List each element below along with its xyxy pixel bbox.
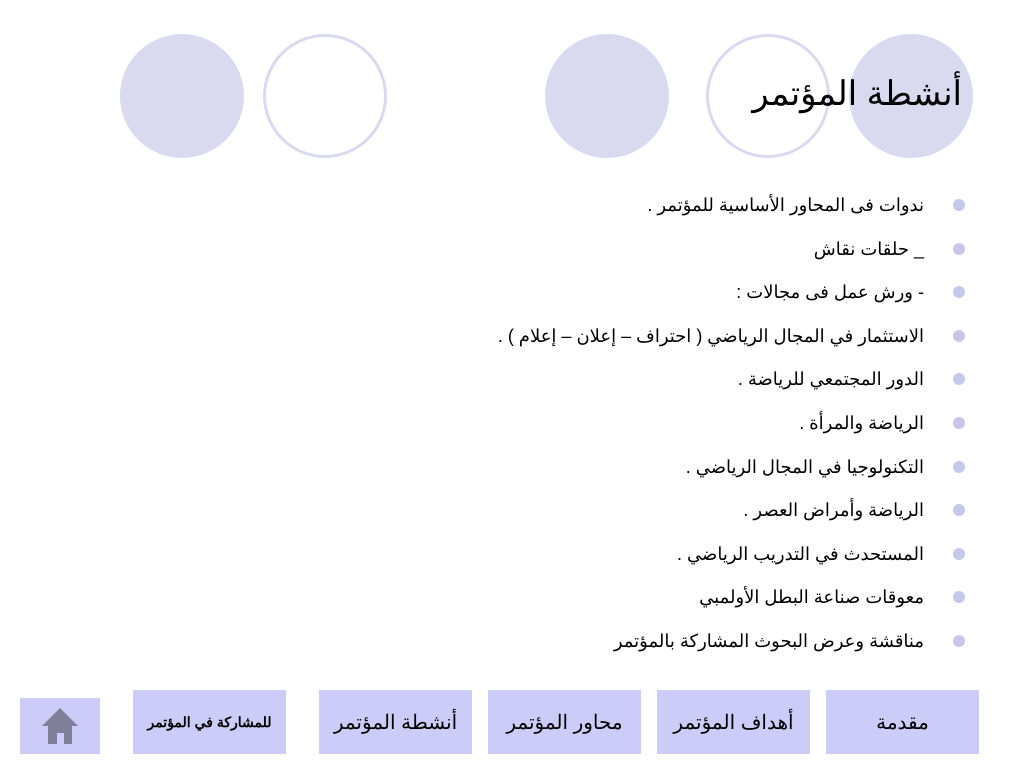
- home-button[interactable]: [20, 698, 100, 754]
- bullet-icon: [953, 504, 965, 516]
- list-item: مناقشة وعرض البحوث المشاركة بالمؤتمر: [344, 622, 964, 666]
- nav-goals-button[interactable]: أهداف المؤتمر: [657, 690, 810, 754]
- nav-activities-button[interactable]: أنشطة المؤتمر: [319, 690, 472, 754]
- list-item: ندوات فى المحاور الأساسية للمؤتمر .: [344, 186, 964, 230]
- bullet-icon: [953, 591, 965, 603]
- home-icon: [40, 706, 80, 746]
- bullet-icon: [953, 243, 965, 255]
- list-item: الدور المجتمعي للرياضة .: [344, 360, 964, 404]
- activities-list: [344, 186, 964, 666]
- bullet-icon: [953, 373, 965, 385]
- bullet-icon: [953, 286, 965, 298]
- list-item: المستحدث في التدريب الرياضي .: [344, 535, 964, 579]
- decor-circle-filled: [545, 34, 669, 158]
- nav-participation-button[interactable]: للمشاركة في المؤتمر: [133, 690, 286, 754]
- bullet-icon: [953, 548, 965, 560]
- list-item: الرياضة وأمراض العصر .: [344, 491, 964, 535]
- bullet-icon: [953, 417, 965, 429]
- bullet-icon: [953, 461, 965, 473]
- nav-axes-button[interactable]: محاور المؤتمر: [488, 690, 641, 754]
- list-item: - ورش عمل فى مجالات :: [344, 273, 964, 317]
- list-item: الاستثمار في المجال الرياضي ( احتراف – إعلان – إعلام ) .: [344, 317, 964, 361]
- list-item: معوقات صناعة البطل الأولمبي: [344, 578, 964, 622]
- list-item: الرياضة والمرأة .: [344, 404, 964, 448]
- bullet-icon: [953, 635, 965, 647]
- bullet-icon: [953, 330, 965, 342]
- nav-intro-button[interactable]: مقدمة: [826, 690, 979, 754]
- list-item: التكنولوجيا في المجال الرياضي .: [344, 448, 964, 492]
- list-item: _ حلقات نقاش: [344, 230, 964, 274]
- decor-circle-outline: [263, 34, 387, 158]
- bullet-icon: [953, 199, 965, 211]
- slide-title: أنشطة المؤتمر: [752, 75, 962, 113]
- decor-circle-filled: [120, 34, 244, 158]
